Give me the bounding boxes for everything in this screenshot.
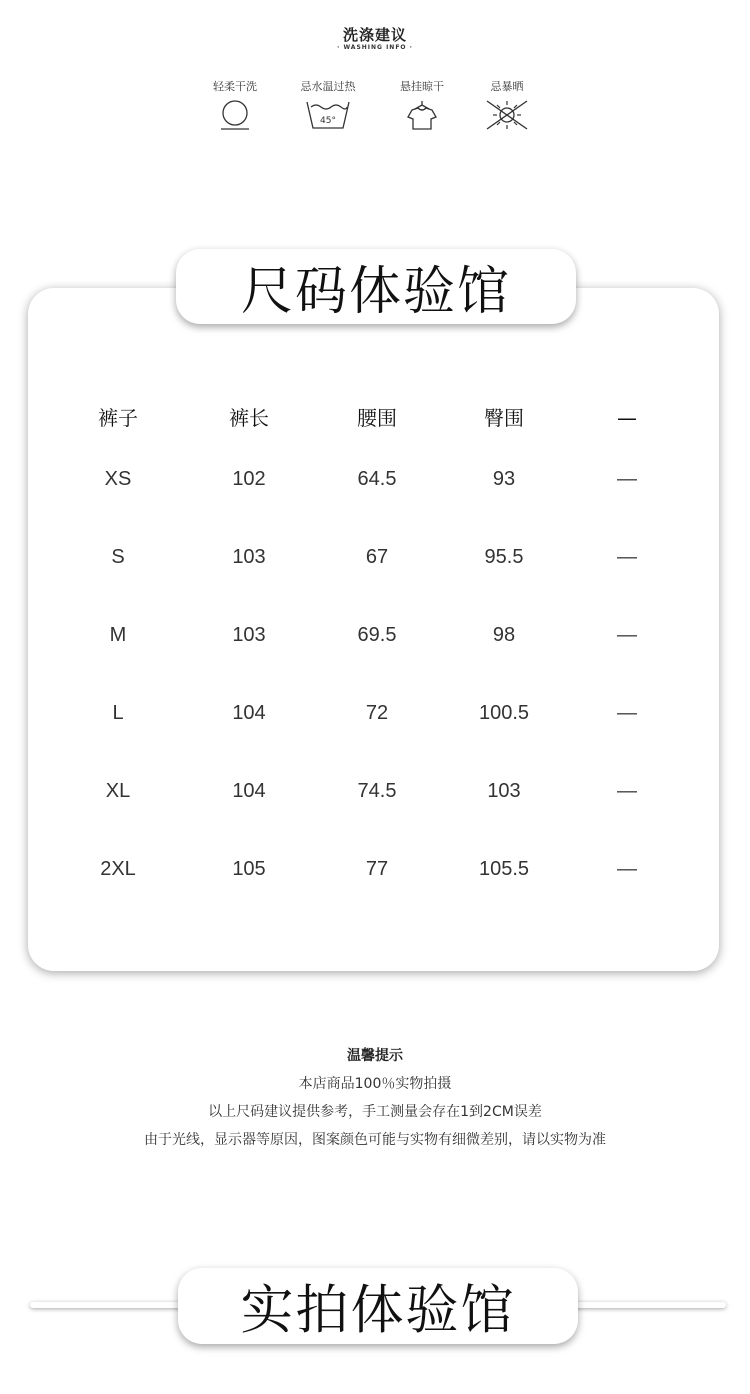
size-section-title: 尺码体验馆 [176, 249, 576, 324]
table-cell: M [109, 624, 127, 646]
table-cell: 104 [232, 780, 266, 802]
wash-item-no-sun [462, 78, 552, 132]
table-cell: 105.5 [478, 858, 530, 880]
table-cell: 74.5 [357, 780, 397, 802]
table-cell: XS [104, 468, 132, 490]
wash-item-label: 轻柔干洗 [213, 80, 257, 93]
table-cell: 77 [365, 858, 389, 880]
table-cell: 72 [365, 702, 389, 724]
header-cell: 腰围 [357, 406, 397, 430]
table-row [0, 537, 750, 577]
table-cell: 103 [487, 780, 521, 802]
header-cell: 裤长 [229, 406, 269, 430]
table-cell: 100.5 [478, 702, 530, 724]
table-cell: 95.5 [484, 546, 524, 568]
table-cell: 67 [365, 546, 389, 568]
table-cell: L [112, 702, 124, 724]
table-row [0, 693, 750, 733]
no-sun-icon [482, 98, 532, 132]
table-cell: 103 [232, 624, 266, 646]
table-cell: — [617, 468, 637, 490]
wash-temp-text: 45° [320, 116, 336, 126]
washing-title: 洗涤建议 [342, 26, 407, 44]
table-cell: 64.5 [357, 468, 397, 490]
hang-dry-icon [397, 98, 447, 132]
table-row [0, 459, 750, 499]
wash-item-label: 忌水温过热 [300, 80, 356, 93]
table-cell: 93 [492, 468, 516, 490]
dry-clean-icon [210, 98, 260, 132]
wash-item-water-temp [283, 78, 373, 132]
table-cell: 2XL [100, 858, 136, 880]
wash-45-icon [303, 98, 353, 132]
wash-item-label: 忌暴晒 [490, 80, 524, 93]
table-cell: 102 [232, 468, 266, 490]
wash-item-dry-clean [190, 78, 280, 132]
tips-title: 温馨提示 [347, 1048, 403, 1064]
table-cell: — [617, 858, 637, 880]
table-cell: XL [105, 780, 131, 802]
table-cell: 104 [232, 702, 266, 724]
table-cell: S [111, 546, 125, 568]
tip-line: 以上尺码建议提供参考，手工测量会存在1到2CM误差 [208, 1104, 542, 1120]
table-row [0, 771, 750, 811]
size-table-header [0, 398, 750, 438]
table-cell: — [617, 702, 637, 724]
header-cell: 臀围 [484, 406, 524, 430]
table-cell: — [617, 546, 637, 568]
table-row [0, 849, 750, 889]
table-cell: 105 [232, 858, 266, 880]
header-cell: — [617, 406, 637, 430]
tip-line: 由于光线，显示器等原因，图案颜色可能与实物有细微差别，请以实物为准 [144, 1132, 606, 1148]
table-cell: 69.5 [357, 624, 397, 646]
real-section-title: 实拍体验馆 [178, 1268, 578, 1344]
table-cell: — [617, 624, 637, 646]
wash-item-hang-dry [377, 78, 467, 132]
table-cell: 103 [232, 546, 266, 568]
wash-item-label: 悬挂晾干 [400, 80, 444, 93]
tip-line: 本店商品100％实物拍摄 [298, 1076, 452, 1092]
table-cell: — [617, 780, 637, 802]
table-cell: 98 [492, 624, 516, 646]
table-row [0, 615, 750, 655]
washing-subtitle: · WASHING INFO · [337, 44, 413, 51]
header-cell: 裤子 [98, 406, 138, 430]
